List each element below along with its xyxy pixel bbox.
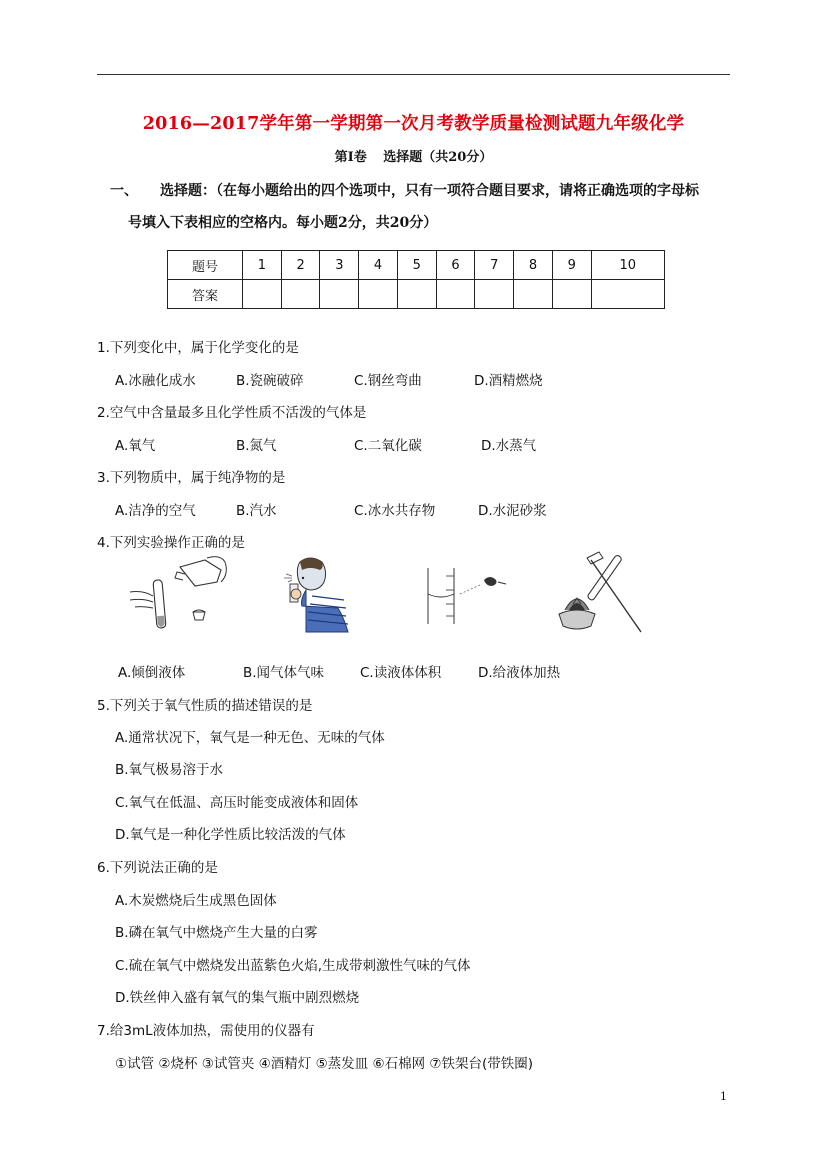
pouring-liquid-figure — [125, 552, 235, 632]
table-number-cell: 9 — [552, 251, 591, 280]
q5-option-d: D.氧气是一种化学性质比较活泼的气体 — [115, 827, 346, 843]
section-instruction-line2: 号填入下表相应的空格内。每小题2分，共20分） — [128, 215, 438, 231]
volume-heading — [0, 146, 827, 165]
table-header-question: 题号 — [168, 251, 243, 280]
q5-option-c: C.氧气在低温、高压时能变成液体和固体 — [115, 795, 359, 811]
volume-label: 第Ⅰ卷 — [334, 150, 367, 165]
answer-cell[interactable] — [552, 280, 591, 309]
answer-cell[interactable] — [591, 280, 664, 309]
q4-option-d: D.给液体加热 — [478, 665, 561, 681]
q6-option-c: C.硫在氧气中燃烧发出蓝紫色火焰,生成带刺激性气味的气体 — [115, 958, 471, 974]
q7-instrument-list: ①试管 ②烧杯 ③试管夹 ④酒精灯 ⑤蒸发皿 ⑥石棉网 ⑦铁架台(带铁圈) — [115, 1056, 533, 1072]
table-number-cell: 10 — [591, 251, 664, 280]
question-3-stem: 3.下列物质中，属于纯净物的是 — [97, 470, 286, 486]
question-5-stem: 5.下列关于氧气性质的描述错误的是 — [97, 698, 313, 714]
q3-option-a: A.洁净的空气 — [115, 503, 196, 519]
q1-option-b: B.瓷碗破碎 — [236, 373, 304, 389]
page-number: 1 — [720, 1090, 727, 1103]
answer-cell[interactable] — [397, 280, 436, 309]
table-number-cell: 4 — [359, 251, 398, 280]
heating-liquid-figure — [555, 548, 650, 633]
smelling-gas-figure — [272, 556, 354, 636]
exam-title: 2016—2017学年第一学期第一次月考教学质量检测试题九年级化学 — [142, 114, 685, 134]
read-volume-figure — [420, 566, 520, 626]
q6-option-b: B.磷在氧气中燃烧产生大量的白雾 — [115, 925, 318, 941]
table-number-cell: 2 — [281, 251, 320, 280]
section-number: 一、 — [110, 183, 138, 199]
question-1-stem: 1.下列变化中，属于化学变化的是 — [97, 340, 299, 356]
answer-cell[interactable] — [514, 280, 553, 309]
table-number-cell: 6 — [436, 251, 475, 280]
table-header-answer: 答案 — [168, 280, 243, 309]
volume-name: 选择题（共20分） — [383, 150, 493, 165]
question-2-stem: 2.空气中含量最多且化学性质不活泼的气体是 — [97, 405, 367, 421]
table-number-cell: 7 — [475, 251, 514, 280]
q1-option-a: A.冰融化成水 — [115, 373, 196, 389]
table-number-cell: 5 — [397, 251, 436, 280]
question-4-stem: 4.下列实验操作正确的是 — [97, 535, 245, 551]
q3-option-c: C.冰水共存物 — [354, 503, 436, 519]
q4-option-c: C.读液体体积 — [360, 665, 442, 681]
q6-option-d: D.铁丝伸入盛有氧气的集气瓶中剧烈燃烧 — [115, 990, 360, 1006]
answer-table — [167, 250, 665, 309]
q6-option-a: A.木炭燃烧后生成黑色固体 — [115, 893, 277, 909]
table-number-cell: 3 — [320, 251, 359, 280]
q3-option-d: D.水泥砂浆 — [478, 503, 547, 519]
answer-cell[interactable] — [320, 280, 359, 309]
header-rule — [97, 74, 730, 75]
answer-table-number-row — [168, 251, 665, 280]
q5-option-a: A.通常状况下，氧气是一种无色、无味的气体 — [115, 730, 385, 746]
q2-option-b: B.氮气 — [236, 438, 277, 454]
answer-cell[interactable] — [359, 280, 398, 309]
q2-option-c: C.二氧化碳 — [354, 438, 422, 454]
table-number-cell: 8 — [514, 251, 553, 280]
q5-option-b: B.氧气极易溶于水 — [115, 762, 224, 778]
q2-option-a: A.氧气 — [115, 438, 156, 454]
q1-option-c: C.钢丝弯曲 — [354, 373, 422, 389]
table-number-cell: 1 — [243, 251, 282, 280]
q4-option-a: A.倾倒液体 — [118, 665, 186, 681]
answer-cell[interactable] — [281, 280, 320, 309]
question-6-stem: 6.下列说法正确的是 — [97, 860, 218, 876]
q4-option-b: B.闻气体气味 — [243, 665, 325, 681]
question-7-stem: 7.给3mL液体加热，需使用的仪器有 — [97, 1023, 315, 1039]
answer-cell[interactable] — [243, 280, 282, 309]
answer-cell[interactable] — [475, 280, 514, 309]
answer-table-answer-row — [168, 280, 665, 309]
q3-option-b: B.汽水 — [236, 503, 277, 519]
q2-option-d: D.水蒸气 — [481, 438, 537, 454]
section-instruction-line1: 选择题：（在每小题给出的四个选项中，只有一项符合题目要求，请将正确选项的字母标 — [160, 183, 699, 199]
q1-option-d: D.酒精燃烧 — [474, 373, 543, 389]
answer-cell[interactable] — [436, 280, 475, 309]
